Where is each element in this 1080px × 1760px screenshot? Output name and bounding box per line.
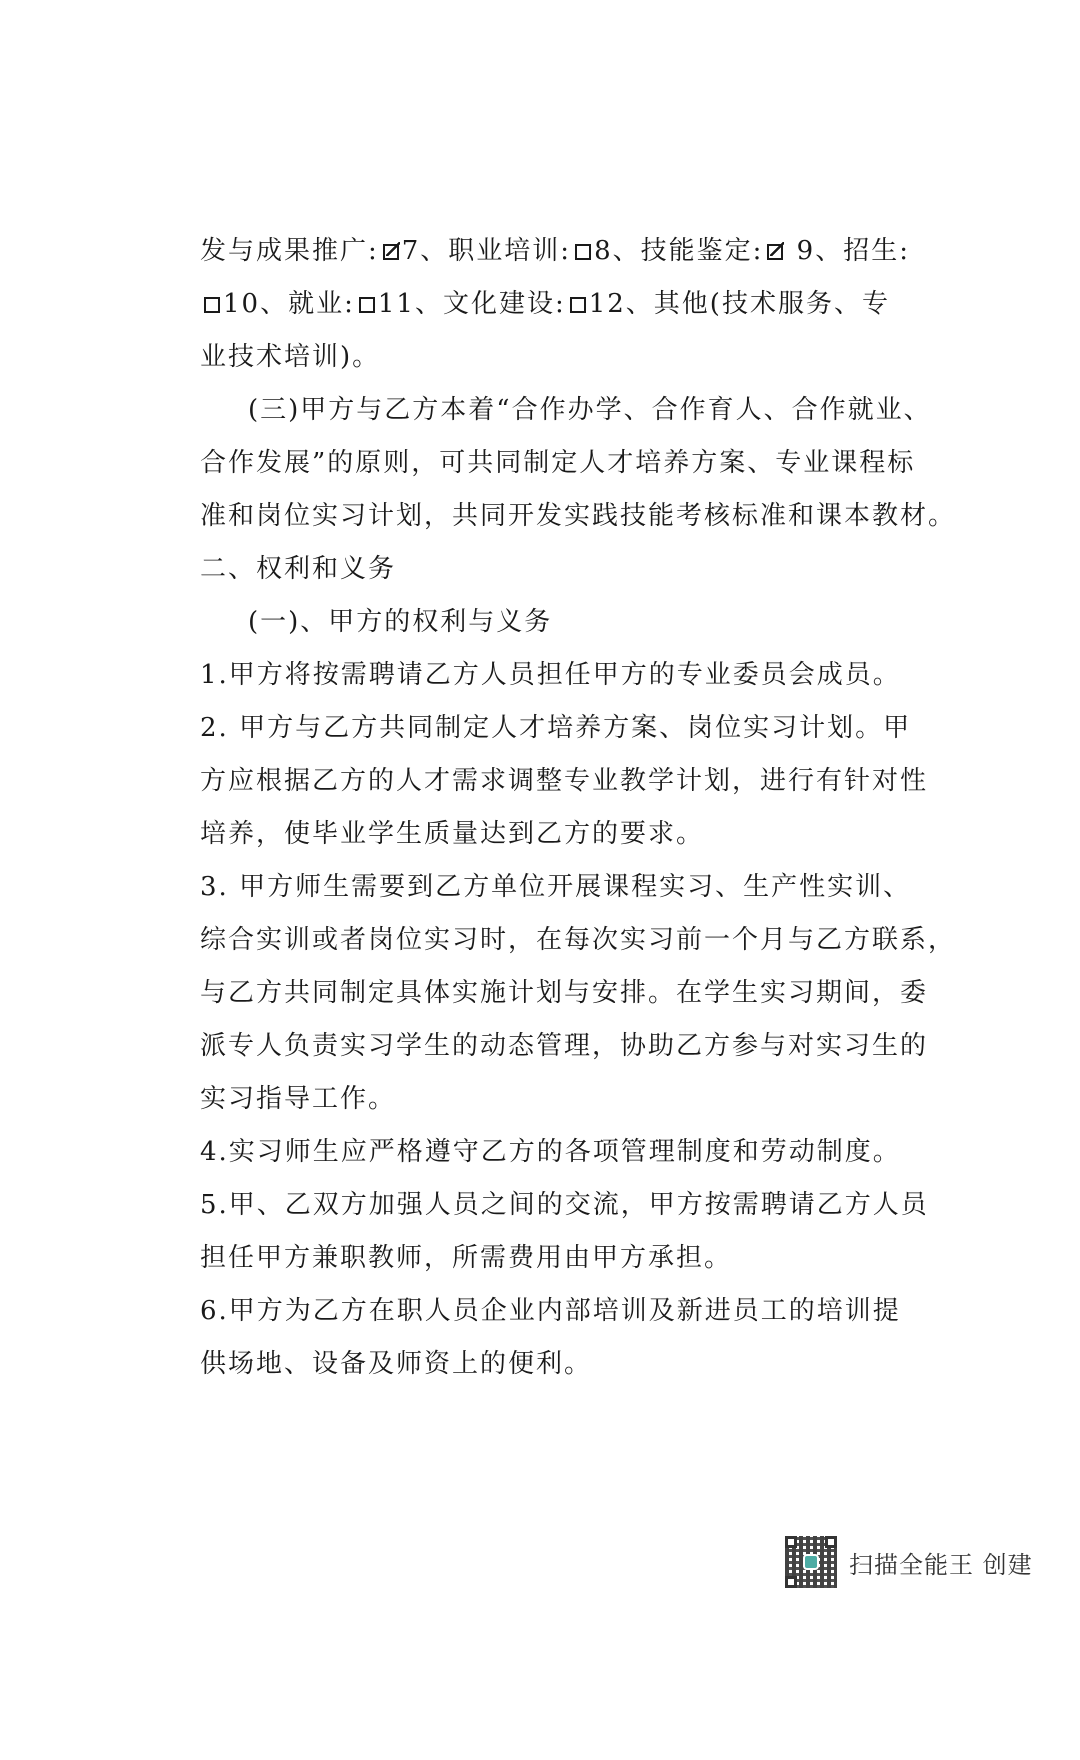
clause-1-line-1: 1.甲方将按需聘请乙方人员担任甲方的专业委员会成员。	[200, 660, 901, 690]
camscanner-logo-icon	[803, 1554, 819, 1570]
doc-line-1: 发与成果推广: 7、职业培训: 8、技能鉴定: 9、招生:	[200, 236, 910, 266]
doc-line-3: 业技术培训)。	[200, 342, 381, 372]
checkbox-10	[204, 297, 220, 313]
section-3-paragraph-line-3: 准和岗位实习计划，共同开发实践技能考核标准和课本教材。	[200, 501, 957, 531]
clause-3-line-1: 3. 甲方师生需要到乙方单位开展课程实习、生产性实训、	[200, 872, 912, 902]
section-3-paragraph-line-2: 合作发展”的原则，可共同制定人才培养方案、专业课程标	[200, 448, 916, 478]
scanner-watermark	[785, 1536, 1033, 1588]
checkbox-11	[359, 297, 375, 313]
clause-5-line-2: 担任甲方兼职教师，所需费用由甲方承担。	[200, 1243, 733, 1273]
checkbox-9-checked	[767, 244, 783, 260]
clause-2-line-1: 2. 甲方与乙方共同制定人才培养方案、岗位实习计划。甲	[200, 713, 912, 743]
checkbox-12	[570, 297, 586, 313]
clause-5-line-1: 5.甲、乙双方加强人员之间的交流，甲方按需聘请乙方人员	[200, 1190, 929, 1220]
clause-3-line-3: 与乙方共同制定具体实施计划与安排。在学生实习期间，委	[200, 978, 929, 1008]
checkbox-7-checked	[383, 244, 399, 260]
clause-2-line-2: 方应根据乙方的人才需求调整专业教学计划，进行有针对性	[200, 766, 929, 796]
section-heading-rights-obligations: 二、权利和义务	[200, 554, 397, 584]
clause-6-line-1: 6.甲方为乙方在职人员企业内部培训及新进员工的培训提	[200, 1296, 901, 1326]
clause-2-line-3: 培养，使毕业学生质量达到乙方的要求。	[200, 819, 705, 849]
subsection-heading-party-a: (一)、甲方的权利与义务	[248, 607, 553, 637]
clause-3-line-2: 综合实训或者岗位实习时，在每次实习前一个月与乙方联系，	[200, 925, 957, 955]
watermark-text: 扫描全能王 创建	[849, 1550, 1033, 1579]
section-3-paragraph-line-1: (三)甲方与乙方本着“合作办学、合作育人、合作就业、	[248, 395, 932, 425]
qr-code-icon	[785, 1536, 837, 1588]
checkbox-8	[575, 244, 591, 260]
clause-6-line-2: 供场地、设备及师资上的便利。	[200, 1349, 593, 1379]
document-body	[200, 225, 957, 1391]
clause-4-line-1: 4.实习师生应严格遵守乙方的各项管理制度和劳动制度。	[200, 1137, 901, 1167]
clause-3-line-4: 派专人负责实习学生的动态管理，协助乙方参与对实习生的	[200, 1031, 929, 1061]
clause-3-line-5: 实习指导工作。	[200, 1084, 397, 1114]
doc-line-2: 10、就业: 11、文化建设: 12、其他(技术服务、专	[200, 278, 880, 331]
